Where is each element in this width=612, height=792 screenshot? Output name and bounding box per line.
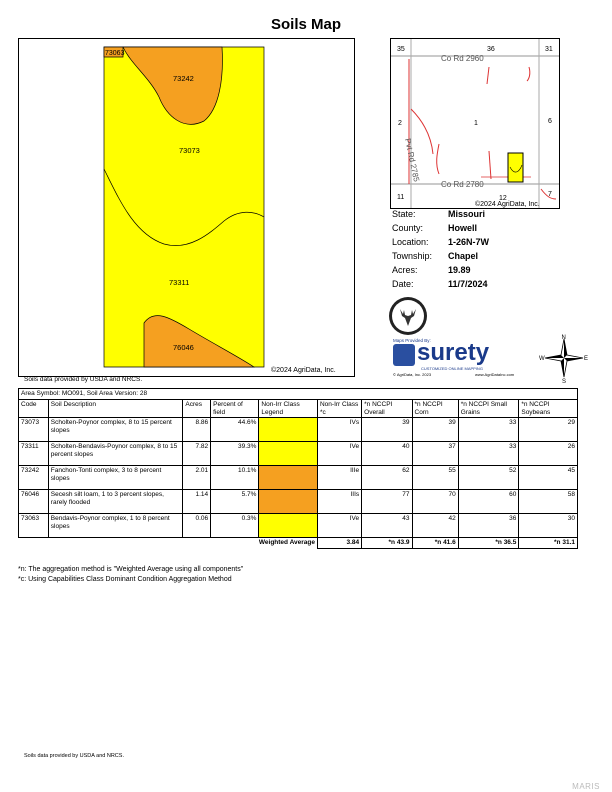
- cell-percent: 0.3%: [211, 514, 259, 538]
- col-header: *n NCCPI Corn: [412, 399, 458, 418]
- soil-label-73063: 73063: [105, 50, 125, 57]
- cell-code: 73073: [19, 418, 49, 442]
- cell-class: IVe: [317, 442, 361, 466]
- cell-nccpi-soybeans: 26: [519, 442, 578, 466]
- section-label: 1: [474, 120, 478, 127]
- info-block: [392, 209, 562, 299]
- cell-description: Scholten-Poynor complex, 8 to 15 percent slopes: [48, 418, 183, 442]
- area-symbol: Area Symbol: MO091, Soil Area Version: 28: [19, 389, 578, 400]
- soil-map-copyright: ©2024 AgriData, Inc.: [271, 367, 336, 374]
- location-map: [390, 38, 560, 209]
- township-value: Chapel: [448, 251, 479, 261]
- soil-label-73073: 73073: [179, 146, 200, 155]
- cell-code: 73311: [19, 442, 49, 466]
- cell-description: Secesh silt loam, 1 to 3 percent slopes, rarely flooded: [48, 490, 183, 514]
- surety-logo: [393, 338, 533, 380]
- cell-nccpi-small-grains: 36: [458, 514, 519, 538]
- section-label: 2: [398, 120, 402, 127]
- location-value: 1-26N-7W: [448, 237, 490, 247]
- soil-label-73311: 73311: [169, 278, 190, 287]
- weighted-nccpi-small-grains: *n 36.5: [458, 538, 519, 549]
- table-row: [19, 490, 578, 514]
- cell-code: 73242: [19, 466, 49, 490]
- cell-nccpi-small-grains: 60: [458, 490, 519, 514]
- cell-nccpi-overall: 62: [362, 466, 412, 490]
- cell-class-legend-swatch: [259, 442, 318, 466]
- cell-nccpi-overall: 40: [362, 442, 412, 466]
- cell-nccpi-soybeans: 45: [519, 466, 578, 490]
- cell-percent: 10.1%: [211, 466, 259, 490]
- county-value: Howell: [448, 223, 478, 233]
- col-header: *n NCCPI Small Grains: [458, 399, 519, 418]
- location-label: Location:: [392, 237, 429, 247]
- table-row: [19, 442, 578, 466]
- cell-percent: 5.7%: [211, 490, 259, 514]
- weighted-class: 3.84: [317, 538, 361, 549]
- footnotes: [18, 565, 243, 585]
- township-label: Township:: [392, 251, 433, 261]
- maps-provided-by: Maps Provided By:: [393, 338, 431, 343]
- cell-acres: 1.14: [183, 490, 211, 514]
- cell-nccpi-corn: 55: [412, 466, 458, 490]
- cell-nccpi-overall: 77: [362, 490, 412, 514]
- section-label: 11: [397, 194, 405, 201]
- compass-w: W: [539, 356, 545, 362]
- surety-tagline: CUSTOMIZED ONLINE MAPPING: [421, 366, 483, 371]
- compass-s: S: [562, 379, 567, 383]
- cell-class-legend-swatch: [259, 466, 318, 490]
- acres-label: Acres:: [392, 265, 418, 275]
- table-row: [19, 514, 578, 538]
- cell-description: Fanchon-Tonti complex, 3 to 8 percent slopes: [48, 466, 183, 490]
- cell-nccpi-soybeans: 29: [519, 418, 578, 442]
- cell-nccpi-corn: 37: [412, 442, 458, 466]
- compass-e: E: [584, 356, 589, 362]
- cell-nccpi-small-grains: 33: [458, 418, 519, 442]
- weighted-average-row: [19, 538, 578, 549]
- county-label: County:: [392, 223, 424, 233]
- state-label: State:: [392, 209, 416, 219]
- section-label: 12: [499, 195, 507, 202]
- cell-class: IIIs: [317, 490, 361, 514]
- table-header-row: [19, 399, 578, 418]
- road-label-co-rd-2960: Co Rd 2960: [441, 54, 484, 63]
- cell-nccpi-soybeans: 58: [519, 490, 578, 514]
- road-label-pvt-rd-2785: Pvt Rd 2785: [403, 137, 422, 183]
- weighted-nccpi-soybeans: *n 31.1: [519, 538, 578, 549]
- footnote-c: *c: Using Capabilities Class Dominant Condition Aggregation Method: [18, 576, 232, 583]
- cell-nccpi-overall: 39: [362, 418, 412, 442]
- cell-acres: 0.06: [183, 514, 211, 538]
- col-header: Non-Irr Class Legend: [259, 399, 318, 418]
- cell-nccpi-overall: 43: [362, 514, 412, 538]
- col-header: Soil Description: [48, 399, 183, 418]
- col-header: Acres: [183, 399, 211, 418]
- watermark: MARIS: [572, 782, 600, 791]
- section-label: 36: [487, 46, 495, 53]
- weighted-nccpi-overall: *n 43.9: [362, 538, 412, 549]
- cell-class-legend-swatch: [259, 490, 318, 514]
- cell-nccpi-corn: 42: [412, 514, 458, 538]
- section-label: 7: [548, 191, 552, 198]
- surety-map-icon: [393, 344, 415, 366]
- cell-nccpi-small-grains: 33: [458, 442, 519, 466]
- col-header: Code: [19, 399, 49, 418]
- data-source-note-bottom: Soils data provided by USDA and NRCS.: [24, 753, 124, 759]
- state-value: Missouri: [448, 209, 486, 219]
- compass-n: N: [561, 335, 566, 341]
- date-label: Date:: [392, 279, 414, 289]
- soil-label-73242: 73242: [173, 74, 194, 83]
- col-header: *n NCCPI Soybeans: [519, 399, 578, 418]
- data-source-note: Soils data provided by USDA and NRCS.: [24, 376, 143, 383]
- soils-table: [18, 388, 578, 549]
- section-label: 6: [548, 118, 552, 125]
- weighted-average-label: Weighted Average: [19, 538, 318, 549]
- location-map-copyright: ©2024 AgriData, Inc.: [475, 201, 540, 208]
- cell-class: IVe: [317, 514, 361, 538]
- section-label: 35: [397, 46, 405, 53]
- cell-class-legend-swatch: [259, 514, 318, 538]
- cell-acres: 2.01: [183, 466, 211, 490]
- date-value: 11/7/2024: [448, 279, 488, 289]
- cell-description: Bendavis-Poynor complex, 1 to 8 percent slopes: [48, 514, 183, 538]
- cell-nccpi-corn: 70: [412, 490, 458, 514]
- cell-code: 73063: [19, 514, 49, 538]
- weighted-nccpi-corn: *n 41.6: [412, 538, 458, 549]
- cell-description: Scholten-Bendavis-Poynor complex, 8 to 15 percent slopes: [48, 442, 183, 466]
- col-header: Non-Irr Class *c: [317, 399, 361, 418]
- cell-nccpi-corn: 39: [412, 418, 458, 442]
- cell-class: IIIe: [317, 466, 361, 490]
- compass-icon: [539, 333, 589, 383]
- surety-brand: surety: [417, 339, 490, 366]
- deer-emblem-icon: [388, 296, 428, 336]
- cell-code: 76046: [19, 490, 49, 514]
- table-row: [19, 466, 578, 490]
- cell-acres: 7.82: [183, 442, 211, 466]
- col-header: Percent of field: [211, 399, 259, 418]
- cell-class-legend-swatch: [259, 418, 318, 442]
- soil-map: [18, 38, 355, 377]
- surety-copyright: © AgriData, Inc. 2023: [393, 372, 432, 377]
- cell-acres: 8.86: [183, 418, 211, 442]
- col-header: *n NCCPI Overall: [362, 399, 412, 418]
- cell-class: IVs: [317, 418, 361, 442]
- surety-url: www.AgriDataInc.com: [475, 372, 515, 377]
- table-row: [19, 418, 578, 442]
- footnote-n: *n: The aggregation method is "Weighted Average using all components": [18, 566, 244, 573]
- cell-percent: 44.6%: [211, 418, 259, 442]
- cell-percent: 39.3%: [211, 442, 259, 466]
- acres-value: 19.89: [448, 265, 471, 275]
- road-label-co-rd-2780: Co Rd 2780: [441, 180, 484, 189]
- soil-label-76046: 76046: [173, 343, 194, 352]
- cell-nccpi-small-grains: 52: [458, 466, 519, 490]
- cell-nccpi-soybeans: 30: [519, 514, 578, 538]
- section-label: 31: [545, 46, 553, 53]
- page-title: Soils Map: [270, 16, 341, 33]
